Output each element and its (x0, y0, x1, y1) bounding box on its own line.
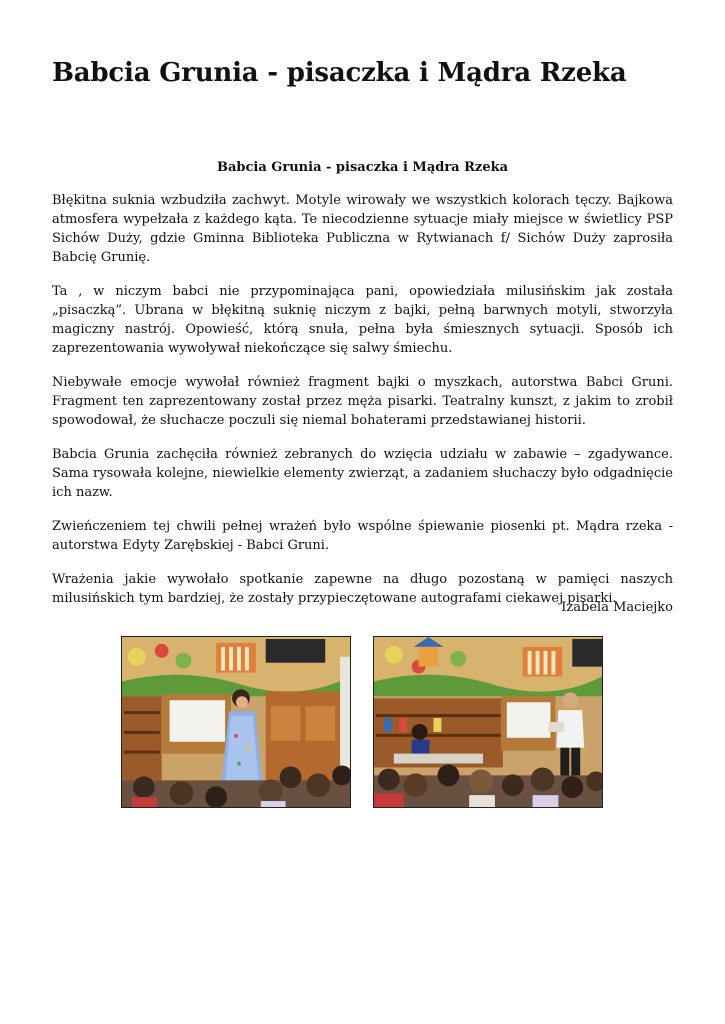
paragraph: Ta , w niczym babci nie przypominająca pani, opowiedziała milusińskim jak została „pisaczką”. Ubrana w błękitną suknię niczym z bajki, pełną barwnych motyli, stworzyła magiczny nastrój. Opowieść, którą snuła, pełna była śmiesznych sytuacji. Sposób ich zaprezentowania wywoływał niekończące się salwy śmiechu. (52, 284, 673, 356)
paragraph: Zwieńczeniem tej chwili pełnej wrażeń było wspólne śpiewanie piosenki pt. Mądra rzeka - autorstwa Edyty Zarębskiej - Babci Gruni. (52, 519, 673, 553)
author-signature: Izabela Maciejko (561, 600, 673, 615)
article-body (52, 191, 673, 623)
event-photo-reading (373, 636, 603, 808)
event-photo-storyteller (121, 636, 351, 808)
paragraph: Wrażenia jakie wywołało spotkanie zapewne na długo pozostaną w pamięci naszych milusińskich tym bardziej, że zostały przypieczętowane autografami ciekawej pisarki. (52, 572, 673, 606)
page-title: Babcia Grunia - pisaczka i Mądra Rzeka (52, 58, 627, 88)
paragraph: Babcia Grunia zachęciła również zebranych do wzięcia udziału w zabawie – zgadywance. Sama rysowała kolejne, niewielkie elementy zwierząt, a zadaniem słuchaczy było odgadnięcie ich nazw. (52, 447, 673, 500)
article-subtitle: Babcia Grunia - pisaczka i Mądra Rzeka (216, 160, 509, 175)
paragraph: Błękitna suknia wzbudziła zachwyt. Motyle wirowały we wszystkich kolorach tęczy. Bajkowa atmosfera wypełzała z każdego kąta. Te niecodzienne sytuacje miały miejsce w świetlicy PSP Sichów Duży, gdzie Gminna Biblioteka Publiczna w Rytwianach f/ Sichów Duży zaprosiła Babcię Grunię. (52, 193, 673, 265)
paragraph: Niebywałe emocje wywołał również fragment bajki o myszkach, autorstwa Babci Gruni. Fragment ten zaprezentowany został przez męża pisarki. Teatralny kunszt, z jakim to zrobił spowodował, że słuchacze poczuli się niemal bohaterami przedstawianej historii. (52, 375, 673, 428)
